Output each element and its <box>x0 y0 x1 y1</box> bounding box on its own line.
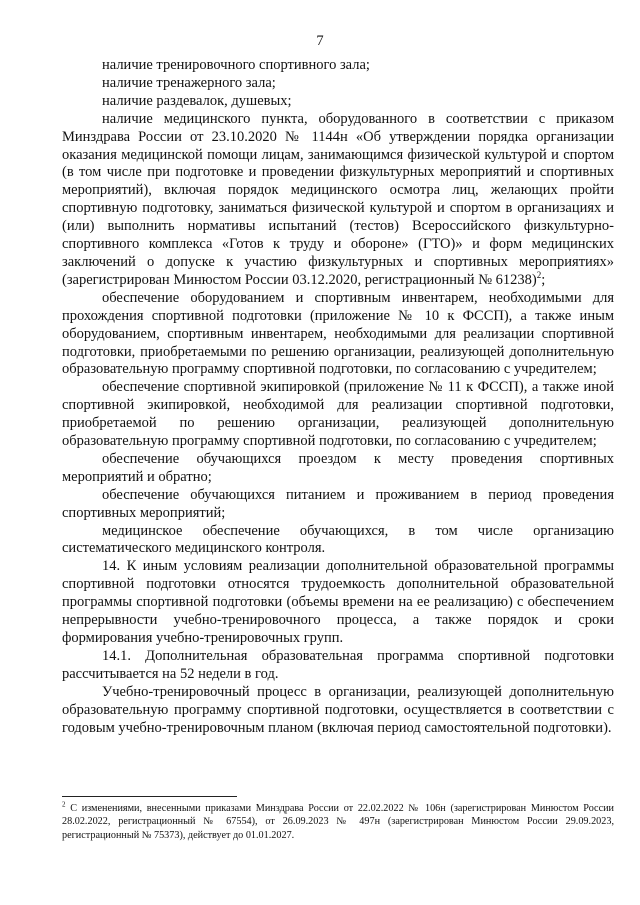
footnote-marker: 2 <box>62 800 66 809</box>
paragraph-meals-lodging: обеспечение обучающихся питанием и проживанием в период проведения спортивных мероприятий; <box>62 486 614 521</box>
footnote-text: С изменениями, внесенными приказами Минздрава России от 22.02.2022 № 106н (зарегистрирован Минюстом России 28.02.2022, регистрационный № 67554), от 26.09.2023 № 497н (зарегистрирован Минюстом России 29.09.2023, регистрационный № 75373), действует до 01.01.2027. <box>62 803 614 841</box>
paragraph-training-process: Учебно-тренировочный процесс в организации, реализующей дополнительную образовательную программу спортивной подготовки, осуществляется в соответствии с годовым учебно-тренировочным планом (включая период самостоятельной подготовки). <box>62 683 614 736</box>
paragraph-gym: наличие тренажерного зала; <box>102 74 276 91</box>
paragraph-travel: обеспечение обучающихся проездом к месту проведения спортивных мероприятий и обратно; <box>62 450 614 485</box>
paragraph-changing-rooms: наличие раздевалок, душевых; <box>102 92 292 109</box>
footnote <box>62 802 614 842</box>
document-body <box>62 57 614 737</box>
paragraph-equipment: обеспечение оборудованием и спортивным инвентарем, необходимыми для прохождения спортивной подготовки (приложение № 10 к ФССП), а также иным оборудованием, спортивным инвентарем, необходимыми для реализации спортивной подготовки, приобретаемыми по решению организации, реализующей дополнительную образовательную программу спортивной подготовки, по согласованию с учредителем; <box>62 289 614 378</box>
paragraph-medical-point <box>62 111 614 290</box>
paragraph-medical-support: медицинское обеспечение обучающихся, в том числе организацию систематического медицинского контроля. <box>62 522 614 557</box>
paragraph-medical-point-end: ; <box>541 271 546 288</box>
paragraph-sports-gear: обеспечение спортивной экипировкой (приложение № 11 к ФССП), а также иной спортивной экипировкой, необходимой для реализации спортивной подготовки, приобретаемой по решению организации, реализующей дополнительную образовательную программу спортивной подготовки, по согласованию с учредителем; <box>62 379 614 450</box>
paragraph-section-14-1: 14.1. Дополнительная образовательная программа спортивной подготовки рассчитывается на 52 недели в год. <box>62 647 614 682</box>
footnote-reference: 2 <box>536 270 542 281</box>
page-number: 7 <box>316 33 324 49</box>
paragraph-training-hall: наличие тренировочного спортивного зала; <box>102 57 370 73</box>
footnote-divider <box>62 796 237 797</box>
paragraph-medical-point-text: наличие медицинского пункта, оборудованного в соответствии с приказом Минздрава России от 23.10.2020 № 1144н «Об утверждении порядка организации оказания медицинской помощи лицам, занимающимся физической культурой и спортом (в том числе при подготовке и проведении физкультурных мероприятий и спортивных мероприятий), включая порядок медицинского осмотра лиц, желающих пройти спортивную подготовку, заниматься физической культурой и спортом в организациях и (или) выполнить нормативы испытаний (тестов) Всероссийского физкультурно-спортивного комплекса «Готов к труду и обороне» (ГТО)» и форм медицинских заключений о допуске к участию физкультурных и спортивных мероприятиях» (зарегистрирован Минюстом России 03.12.2020, регистрационный № 61238) <box>62 110 614 288</box>
paragraph-section-14: 14. К иным условиям реализации дополнительной образовательной программы спортивной подготовки относятся трудоемкость дополнительной образовательной программы спортивной подготовки (объемы времени на ее реализацию) с обеспечением непрерывности учебно-тренировочного процесса, а также порядок и сроки формирования учебно-тренировочных групп. <box>62 558 614 646</box>
